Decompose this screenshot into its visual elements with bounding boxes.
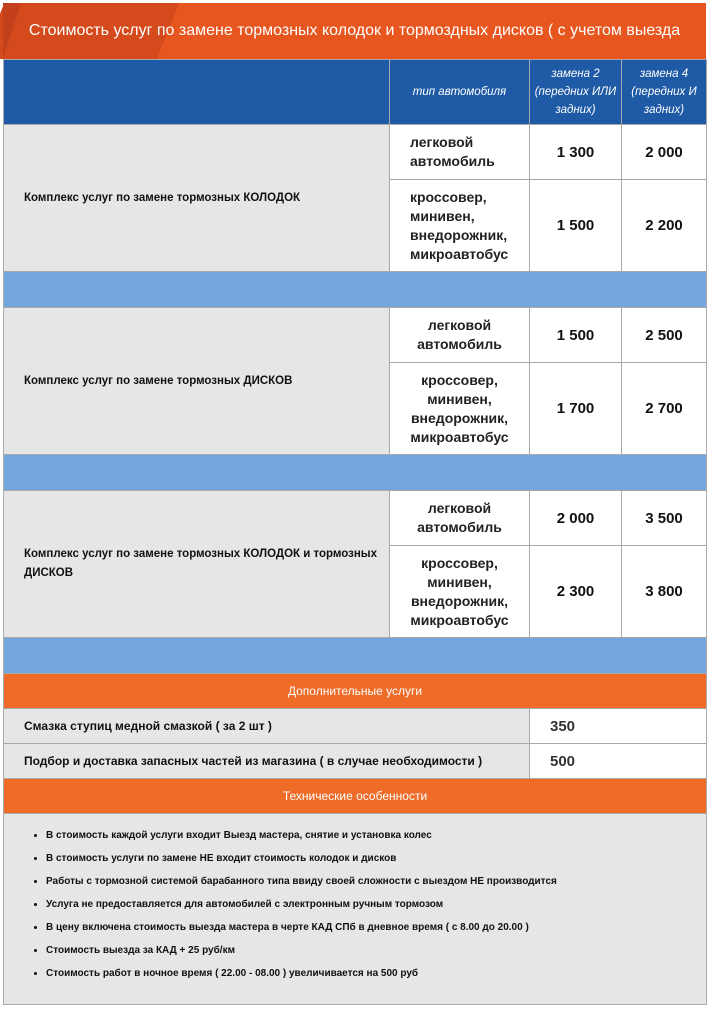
table-row (4, 125, 707, 180)
header-replace-2: замена 2 (передних ИЛИ задних) (530, 60, 622, 125)
separator-row (4, 272, 707, 308)
price-4: 2 200 (622, 180, 707, 272)
car-type: кроссовер, минивен, внедорожник, микроавтобус (390, 180, 530, 272)
service-name: Комплекс услуг по замене тормозных КОЛОДОК (4, 125, 390, 272)
service-name: Комплекс услуг по замене тормозных КОЛОДОК и тормозных ДИСКОВ (4, 491, 390, 638)
price-2: 2 000 (530, 491, 622, 546)
table-row (4, 709, 707, 744)
list-item: • Стоимость работ в ночное время ( 22.00 - 08.00 ) увеличивается на 500 руб (46, 962, 706, 985)
car-type: легковой автомобиль (390, 491, 530, 546)
car-type: легковой автомобиль (390, 125, 530, 180)
separator-row (4, 638, 707, 674)
price-2: 1 700 (530, 363, 622, 455)
list-item: • В стоимость услуги по замене НЕ входит стоимость колодок и дисков (46, 847, 706, 870)
price-2: 1 300 (530, 125, 622, 180)
service-name: Комплекс услуг по замене тормозных ДИСКОВ (4, 308, 390, 455)
table-row (4, 744, 707, 779)
technical-heading: Технические особенности (4, 779, 707, 814)
additional-services-heading: Дополнительные услуги (4, 674, 707, 709)
header-empty (4, 60, 390, 125)
extra-service-price: 350 (530, 709, 707, 744)
header-replace-4: замена 4 (передних И задних) (622, 60, 707, 125)
header-car-type: тип автомобиля (390, 60, 530, 125)
price-2: 1 500 (530, 308, 622, 363)
car-type: кроссовер, минивен, внедорожник, микроавтобус (390, 363, 530, 455)
list-item: • В стоимость каждой услуги входит Выезд мастера, снятие и установка колес (46, 824, 706, 847)
price-4: 3 800 (622, 546, 707, 638)
list-item: • Стоимость выезда за КАД + 25 руб/км (46, 939, 706, 962)
title-banner (3, 3, 706, 59)
separator-row (4, 455, 707, 491)
notes-row (4, 814, 707, 1005)
table-row (4, 491, 707, 546)
car-type: легковой автомобиль (390, 308, 530, 363)
price-2: 2 300 (530, 546, 622, 638)
extra-service-name: Подбор и доставка запасных частей из магазина ( в случае необходимости ) (4, 744, 530, 779)
price-2: 1 500 (530, 180, 622, 272)
price-4: 2 700 (622, 363, 707, 455)
table-header-row (4, 60, 707, 125)
technical-heading-row (4, 779, 707, 814)
price-4: 2 500 (622, 308, 707, 363)
extra-service-name: Смазка ступиц медной смазкой ( за 2 шт ) (4, 709, 530, 744)
notes-list (4, 814, 706, 985)
notes-cell (4, 814, 707, 1005)
table-row (4, 308, 707, 363)
car-type: кроссовер, минивен, внедорожник, микроавтобус (390, 546, 530, 638)
list-item: • Услуга не предоставляется для автомобилей с электронным ручным тормозом (46, 893, 706, 916)
price-table (3, 59, 707, 1005)
price-4: 2 000 (622, 125, 707, 180)
price-4: 3 500 (622, 491, 707, 546)
list-item: • Работы с тормозной системой барабанного типа ввиду своей сложности с выездом НЕ производится (46, 870, 706, 893)
additional-services-heading-row (4, 674, 707, 709)
list-item: • В цену включена стоимость выезда мастера в черте КАД СПб в дневное время ( с 8.00 до 20.00 ) (46, 916, 706, 939)
page-title: Стоимость услуг по замене тормозных колодок и тормоздных дисков ( с учетом выезда (28, 22, 681, 39)
extra-service-price: 500 (530, 744, 707, 779)
